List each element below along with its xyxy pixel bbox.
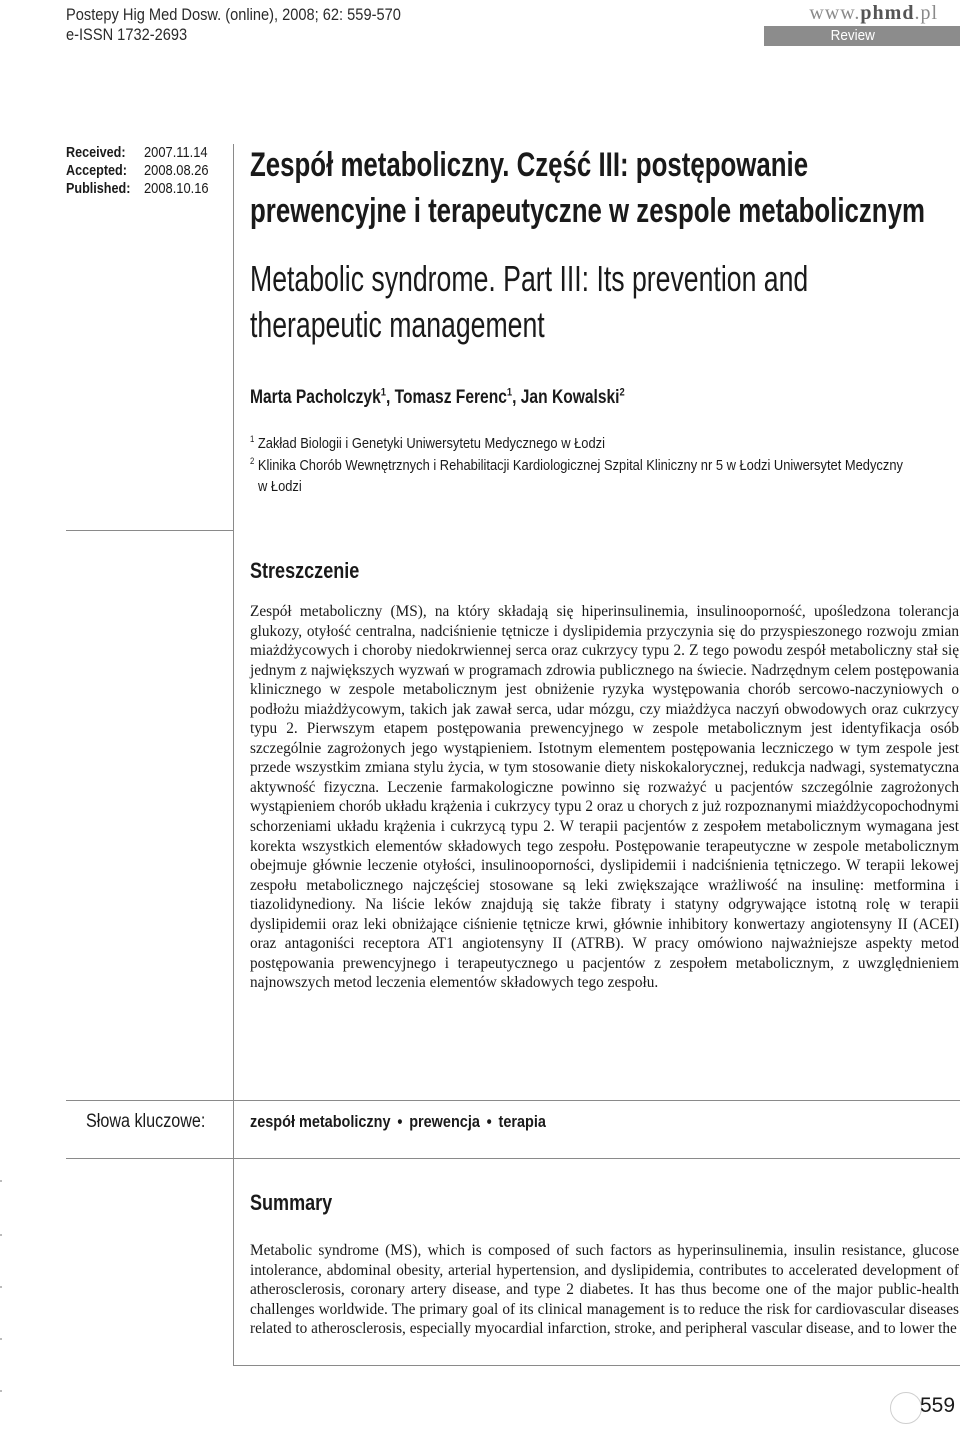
journal-issn: e-ISSN 1732-2693 [66, 25, 188, 44]
margin-mark [0, 1180, 2, 1182]
author-name: Marta Pacholczyk [250, 387, 381, 408]
affiliation-1: $^1$ Zakład Biologii i Genetyki Uniwersytetu Medycznego w Łodzi [250, 434, 605, 452]
author-name: Tomasz Ferenc [394, 387, 507, 408]
section-badge [764, 26, 960, 46]
site-prefix: www. [809, 2, 861, 24]
margin-mark [0, 1338, 2, 1340]
divider [66, 1100, 960, 1101]
affiliation-2-continued: w Łodzi [258, 478, 302, 495]
journal-website[interactable] [809, 2, 938, 25]
keyword: terapia [498, 1112, 546, 1131]
abstract-text: Zespół metaboliczny (MS), na który składają się hiperinsulinemia, insulinooporność, upośledzona tolerancja glukozy, otyłość centralna, nadciśnienie tętnicze i dyslipidemia przyczynia się do przyspieszonego rozwoju zmian miażdżycowych i choroby niedokrwiennej serca oraz cukrzycy typu 2. Z tego powodu zespół metaboliczny stał się jednym z największych wyzwań w programach zdrowia publicznego na świecie. Nadrzędnym celem postępowania klinicznego w zespole metabolicznym jest obniżenie ryzyka występowania chorób sercowo-naczyniowych o podłożu miażdżycowym, takich jak zawał serca, udar mózgu, czy miażdżyca naczyń obwodowych oraz cukrzycy typu 2. Pierwszym etapem postępowania prewencyjnego w zespole metabolicznym jest identyfikacja osób szczególnie zagrożonych jego wystąpieniem. Istotnym elementem postępowania leczniczego w tym zespole jest przede wszystkim zmiana stylu życia, w tym stosowanie diety niskokalorycznej, redukcja nadwagi, systematyczna aktywność fizyczna. Leczenie farmakologiczne powinno się rozważyć u pacjentów szczególnie zagrożonych wystąpieniem chorób układu krążenia i cukrzycy typu 2 oraz u chorych z już rozpoznanymi miażdżycopochodnymi schorzeniami układu krążenia i cukrzycą typu 2. W terapii pacjentów z zespołem metabolicznym wymagana jest korekta wszystkich elementów składowych tego zespołu. Postępowanie terapeutyczne w zespole metabolicznym obejmuje głównie leczenie otyłości, insulinooporności, dyslipidemii i nadciśnienia tętniczego. W terapii lekowej zespołu metabolicznego najczęściej stosowane są leki zwiększające wrażliwość na insulinę: metformina i tiazolidynediony. Na liście leków znajdują się także fibraty i statyny odgrywające istotną rolę w terapii dyslipidemii oraz leki obniżające ciśnienie tętnicze krwi, głównie inhibitory konwertazy angiotensyny II (ACEI) oraz antagoniści receptora AT1 angiotensyny II (ATRB). W pracy omówiono najważniejsze aspekty metod postępowania prewencyjnego i terapeutycznego u pacjentów z zespołem metabolicznym, z uwzględnieniem najnowszych metod leczenia elementów składowych tego zespołu. [250, 603, 959, 992]
bullet-separator: • [397, 1112, 403, 1131]
watermark-circle [890, 1392, 922, 1424]
date-row: Accepted: 2008.08.26 [66, 162, 209, 179]
title-polish: Zespół metaboliczny. Część III: postępowanie prewencyjne i terapeutyczne w zespole metabolicznym [250, 146, 925, 230]
date-row: Published: 2008.10.16 [66, 180, 209, 197]
abstract-heading: Streszczenie [250, 558, 360, 583]
column-divider [233, 144, 234, 1366]
keywords-list [250, 1112, 546, 1132]
divider [66, 1158, 960, 1159]
summary-heading: Summary [250, 1190, 333, 1215]
page-number: 559 [920, 1394, 956, 1417]
bullet-separator: • [486, 1112, 492, 1131]
journal-citation: Postepy Hig Med Dosw. (online), 2008; 62: 559-570 [66, 5, 401, 24]
margin-mark [0, 1234, 2, 1236]
author-list: Marta Pacholczyk$^1$, Tomasz Ferenc$^1$, Jan Kowalski$^2$ [250, 386, 625, 408]
keywords-label: Słowa kluczowe: [86, 1111, 206, 1132]
margin-mark [0, 1286, 2, 1288]
summary-text: Metabolic syndrome (MS), which is composed of such factors as hyperinsulinemia, insulin resistance, glucose intolerance, abdominal obesity, arterial hypertension, and dyslipidemia, contributes to accelerated development of atherosclerosis, coronary artery disease, and type 2 diabetes. It has thus become one of the major public-health challenges worldwide. The primary goal of its clinical management is to reduce the risk for cardiovascular diseases related to atherosclerosis, especially myocardial infarction, stroke, and peripheral vascular disease, and to lower the [250, 1242, 959, 1338]
divider [233, 1365, 960, 1366]
keyword: prewencja [409, 1112, 480, 1131]
keyword: zespół metaboliczny [250, 1112, 391, 1131]
date-row: Received: 2007.11.14 [66, 144, 208, 161]
publication-dates [66, 144, 219, 198]
site-name: phmd [860, 2, 915, 24]
title-english: Metabolic syndrome. Part III: Its prevention and therapeutic management [250, 258, 809, 345]
affiliation-2: $^2$ Klinika Chorób Wewnętrznych i Rehabilitacji Kardiologicznej Szpital Kliniczny nr 5 w Łodzi Uniwersytet Medyczny [250, 456, 903, 474]
margin-mark [0, 1390, 2, 1392]
author-name: Jan Kowalski [520, 387, 620, 408]
section-label: Review [830, 27, 875, 44]
site-suffix: .pl [914, 2, 938, 24]
divider [66, 530, 234, 531]
